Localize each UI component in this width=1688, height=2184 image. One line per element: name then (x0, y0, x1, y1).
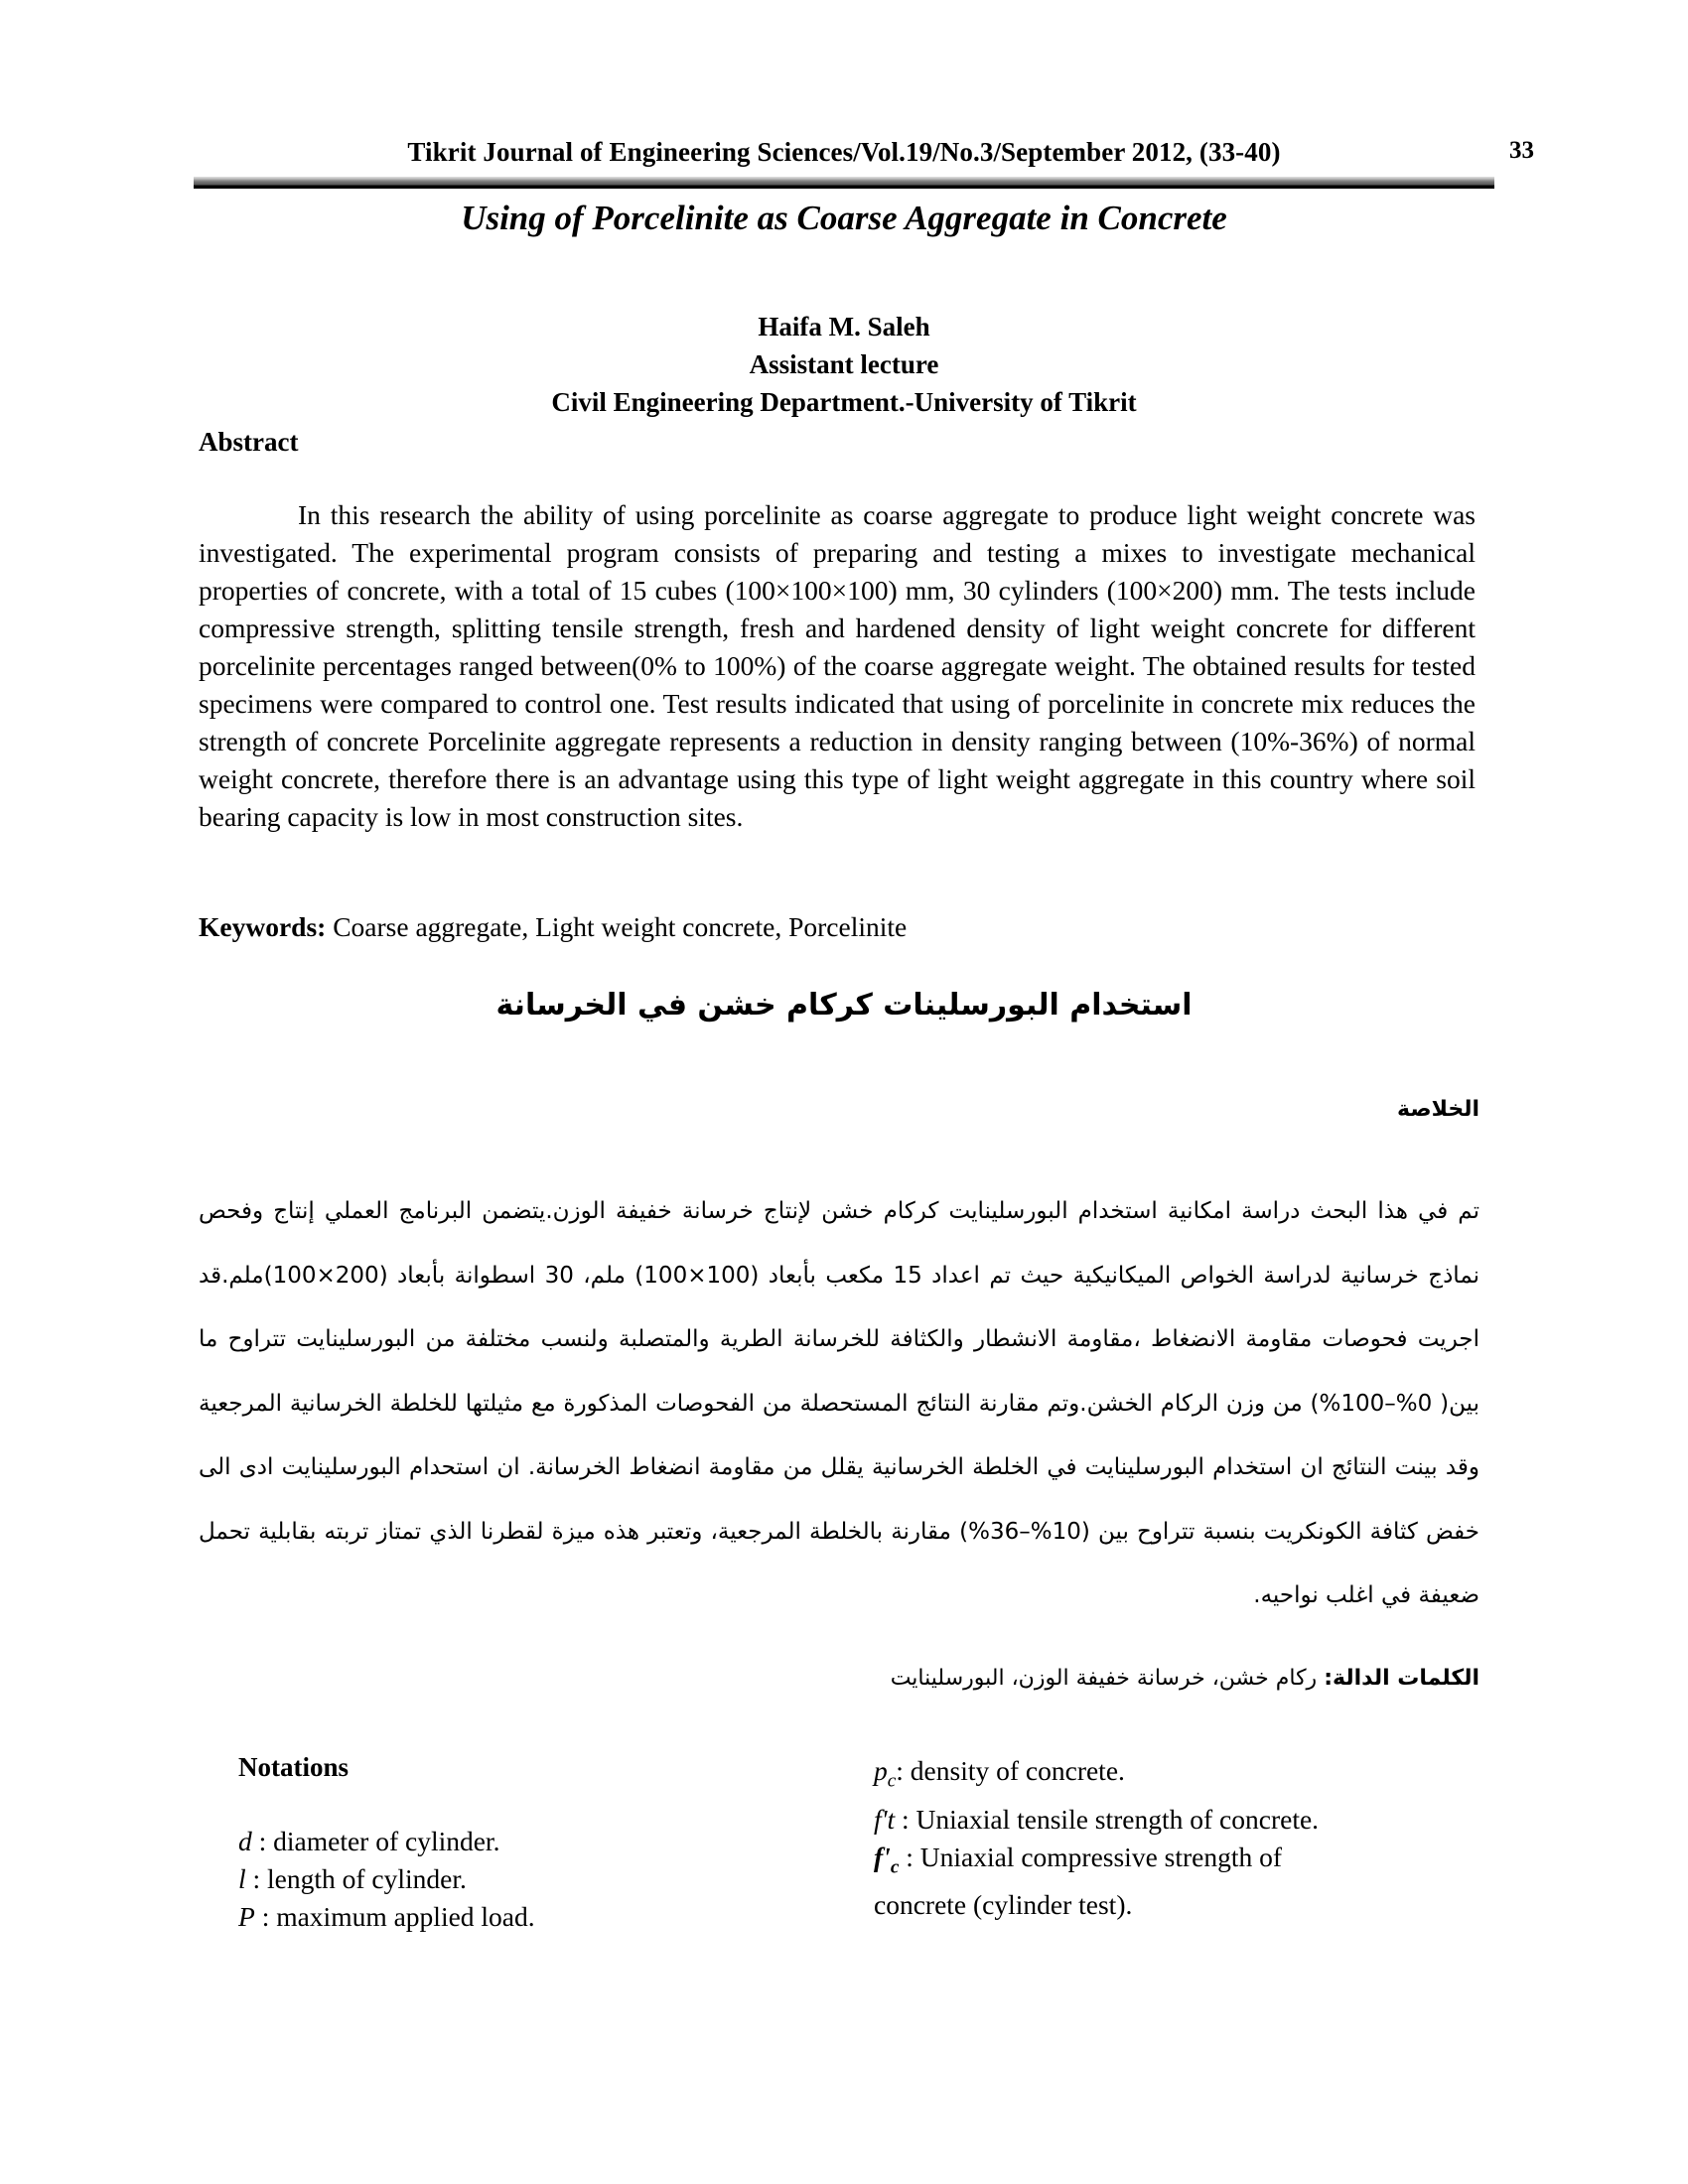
arabic-keywords (695, 1666, 1479, 1691)
notation-item (874, 1752, 1509, 1801)
abstract-body (199, 496, 1476, 836)
paper-title: Using of Porcelinite as Coarse Aggregate in Concrete (461, 199, 1227, 237)
keywords (199, 911, 907, 943)
arabic-abstract-body: تم في هذا البحث دراسة امكانية استخدام البورسلينايت كركام خشن لإنتاج خرسانة خفيفة الوزن.يتضمن البرنامج العملي إنتاج وفحص نماذج خرسانية لدراسة الخواص الميكانيكية حيث تم اعداد 15 مكعب بأبعاد (100×100) ملم، 30 اسطوانة بأبعاد (200×100)ملم.قد اجريت فحوصات مقاومة الانضغاط ،مقاومة الانشطار والكثافة للخرسانة الطرية والمتصلبة ولنسب مختلفة من البورسلينايت تتراوح ما بين( 0%–100%) من وزن الركام الخشن.وتم مقارنة النتائج المستحصلة من الفحوصات المذكورة مع مثيلتها للخلطة الخرسانية المرجعية وقد بينت النتائج ان استخدام البورسلينايت في الخلطة الخرسانية يقلل من مقاومة انضغاط الخرسانة. ان استحدام البورسلينايت ادى الى خفض كثافة الكونكريت بنسبة تتراوح بين (10%–36%) مقارنة بالخلطة المرجعية، وتعتبر هذه ميزة لقطرنا الذي تمتاز تربته بقابلية تحمل ضعيفة في اغلب نواحيه. (199, 1198, 1480, 1608)
notation-item (238, 1898, 535, 1936)
notation-desc: : maximum applied load. (254, 1901, 535, 1932)
notations-left-column (238, 1823, 535, 1936)
author-affiliation: Civil Engineering Department.-University of Tikrit (551, 387, 1137, 417)
notation-symbol: f' (874, 1841, 891, 1872)
notation-symbol: P (238, 1901, 255, 1932)
author-position: Assistant lecture (749, 349, 939, 379)
notation-item (238, 1860, 535, 1898)
running-head: Tikrit Journal of Engineering Sciences/Vol.19/No.3/September 2012, (33-40) (407, 137, 1281, 167)
notation-subscript: c (887, 1770, 897, 1792)
header-rule (194, 177, 1494, 189)
notation-symbol: l (238, 1863, 246, 1894)
notation-symbol: p (874, 1755, 888, 1786)
keywords-list: Coarse aggregate, Light weight concrete, Porcelinite (333, 911, 908, 942)
notation-item (874, 1886, 1509, 1924)
author-block (194, 308, 1494, 421)
notation-symbol: d (238, 1826, 252, 1856)
notation-subscript: c (890, 1856, 900, 1877)
notation-desc: : Uniaxial compressive strength of (899, 1841, 1283, 1872)
arabic-abstract-heading: الخلاصة (1397, 1097, 1479, 1122)
notation-item (874, 1801, 1509, 1839)
notation-item (238, 1823, 535, 1860)
notation-desc: : length of cylinder. (245, 1863, 467, 1894)
arabic-keywords-list: ركام خشن، خرسانة خفيفة الوزن، البورسلينايت (890, 1666, 1318, 1691)
arabic-title: استخدام البورسلينات كركام خشن في الخرسانة (495, 988, 1193, 1023)
notation-symbol: f't (874, 1803, 896, 1835)
notation-item (874, 1839, 1509, 1887)
notations-heading: Notations (238, 1752, 350, 1782)
abstract-heading: Abstract (199, 427, 299, 457)
notation-desc: : density of concrete. (896, 1755, 1125, 1786)
author-name: Haifa M. Saleh (758, 312, 930, 341)
keywords-label: Keywords: (199, 911, 327, 942)
notation-desc: : Uniaxial tensile strength of concrete. (895, 1803, 1320, 1835)
notation-desc: concrete (cylinder test). (874, 1889, 1133, 1920)
notations-right-column (874, 1752, 1509, 1924)
notation-desc: : diameter of cylinder. (251, 1826, 500, 1856)
abstract-paragraph: In this research the ability of using porcelinite as coarse aggregate to produce light weight concrete was investigated. The experimental program consists of preparing and testing a mixes to investigate mechanical properties of concrete, with a total of 15 cubes (100×100×100) mm, 30 cylinders (100×200) mm. The tests include compressive strength, splitting tensile strength, fresh and hardened density of light weight concrete for different porcelinite percentages ranged between(0% to 100%) of the coarse aggregate weight. The obtained results for tested specimens were compared to control one. Test results indicated that using of porcelinite in concrete mix reduces the strength of concrete Porcelinite aggregate represents a reduction in density ranging between (10%-36%) of normal weight concrete, therefore there is an advantage using this type of light weight aggregate in this country where soil bearing capacity is low in most construction sites. (199, 499, 1476, 832)
arabic-keywords-label: الكلمات الدالة: (1324, 1666, 1479, 1691)
page-number: 33 (1509, 137, 1534, 164)
